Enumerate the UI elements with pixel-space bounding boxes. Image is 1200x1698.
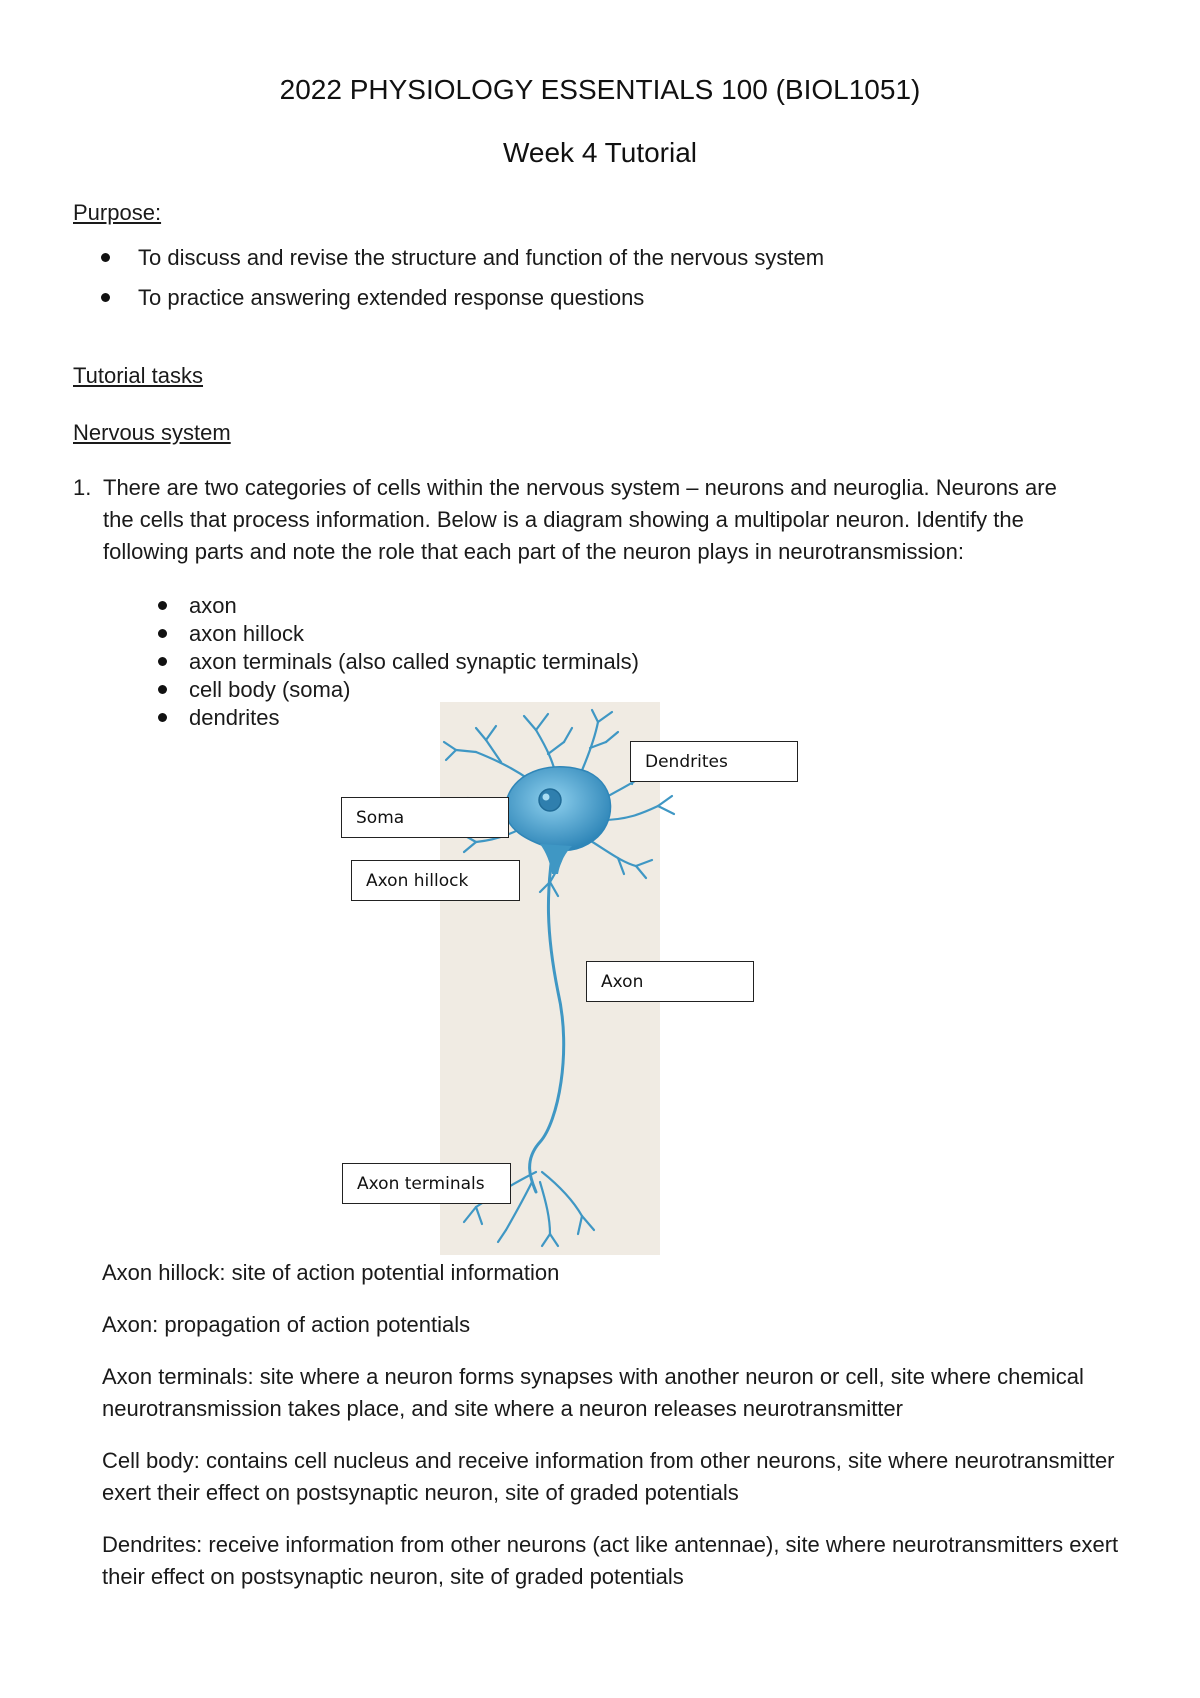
answers-section <box>102 1257 1162 1613</box>
bullet-icon <box>158 713 167 722</box>
neuron-diagram <box>336 702 806 1257</box>
tutorial-tasks-heading: Tutorial tasks <box>73 363 204 388</box>
list-item <box>0 238 824 278</box>
nervous-system-heading: Nervous system <box>73 420 231 445</box>
list-item <box>0 676 639 704</box>
axon-shape <box>530 842 564 1192</box>
part-item-axon-terminals: axon terminals (also called synaptic terminals) <box>189 649 639 674</box>
answer-axon: Axon: propagation of action potentials <box>102 1312 471 1337</box>
bullet-icon <box>158 657 167 666</box>
list-item <box>0 620 639 648</box>
list-item <box>0 592 639 620</box>
purpose-list <box>0 238 824 318</box>
bullet-icon <box>158 685 167 694</box>
bullet-icon <box>101 253 110 262</box>
label-axon-hillock: Axon hillock <box>351 860 520 901</box>
nucleus-shape <box>539 789 561 811</box>
label-axon: Axon <box>586 961 754 1002</box>
label-axon-terminals: Axon terminals <box>342 1163 511 1204</box>
answer-cell-body: Cell body: contains cell nucleus and receive information from other neurons, site where neurotransmitter exert their effect on postsynaptic neuron, site of graded potentials <box>102 1448 1115 1505</box>
question-line-3: following parts and note the role that each part of the neuron plays in neurotransmission: <box>103 539 964 564</box>
answer-axon-terminals: Axon terminals: site where a neuron forms synapses with another neuron or cell, site where chemical neurotransmission takes place, and site where a neuron releases neurotransmitter <box>102 1364 1084 1421</box>
part-item-cell-body: cell body (soma) <box>189 677 351 702</box>
bullet-icon <box>101 293 110 302</box>
document-subtitle: Week 4 Tutorial <box>502 137 698 168</box>
question-line-1: There are two categories of cells within the nervous system – neurons and neuroglia. Neurons are <box>103 475 1057 500</box>
part-item-axon: axon <box>189 593 237 618</box>
nucleolus-shape <box>543 794 550 801</box>
document-title: 2022 PHYSIOLOGY ESSENTIALS 100 (BIOL1051) <box>279 74 921 105</box>
purpose-heading: Purpose: <box>73 200 162 225</box>
answer-axon-hillock: Axon hillock: site of action potential information <box>102 1260 560 1285</box>
question-text <box>103 472 1153 568</box>
question-line-2: the cells that process information. Below is a diagram showing a multipolar neuron. Identify the <box>103 507 1024 532</box>
answer-dendrites: Dendrites: receive information from other neurons (act like antennae), site where neurotransmitters exert their effect on postsynaptic neuron, site of graded potentials <box>102 1532 1119 1589</box>
label-dendrites: Dendrites <box>630 741 798 782</box>
label-soma: Soma <box>341 797 509 838</box>
bullet-icon <box>158 601 167 610</box>
part-item-axon-hillock: axon hillock <box>189 621 304 646</box>
purpose-item-1: To discuss and revise the structure and function of the nervous system <box>138 245 825 270</box>
list-item <box>0 278 824 318</box>
bullet-icon <box>158 629 167 638</box>
question-number: 1. <box>73 475 92 500</box>
part-item-dendrites: dendrites <box>189 705 280 730</box>
purpose-item-2: To practice answering extended response questions <box>138 285 645 310</box>
hillock-shape <box>540 844 572 874</box>
list-item <box>0 648 639 676</box>
